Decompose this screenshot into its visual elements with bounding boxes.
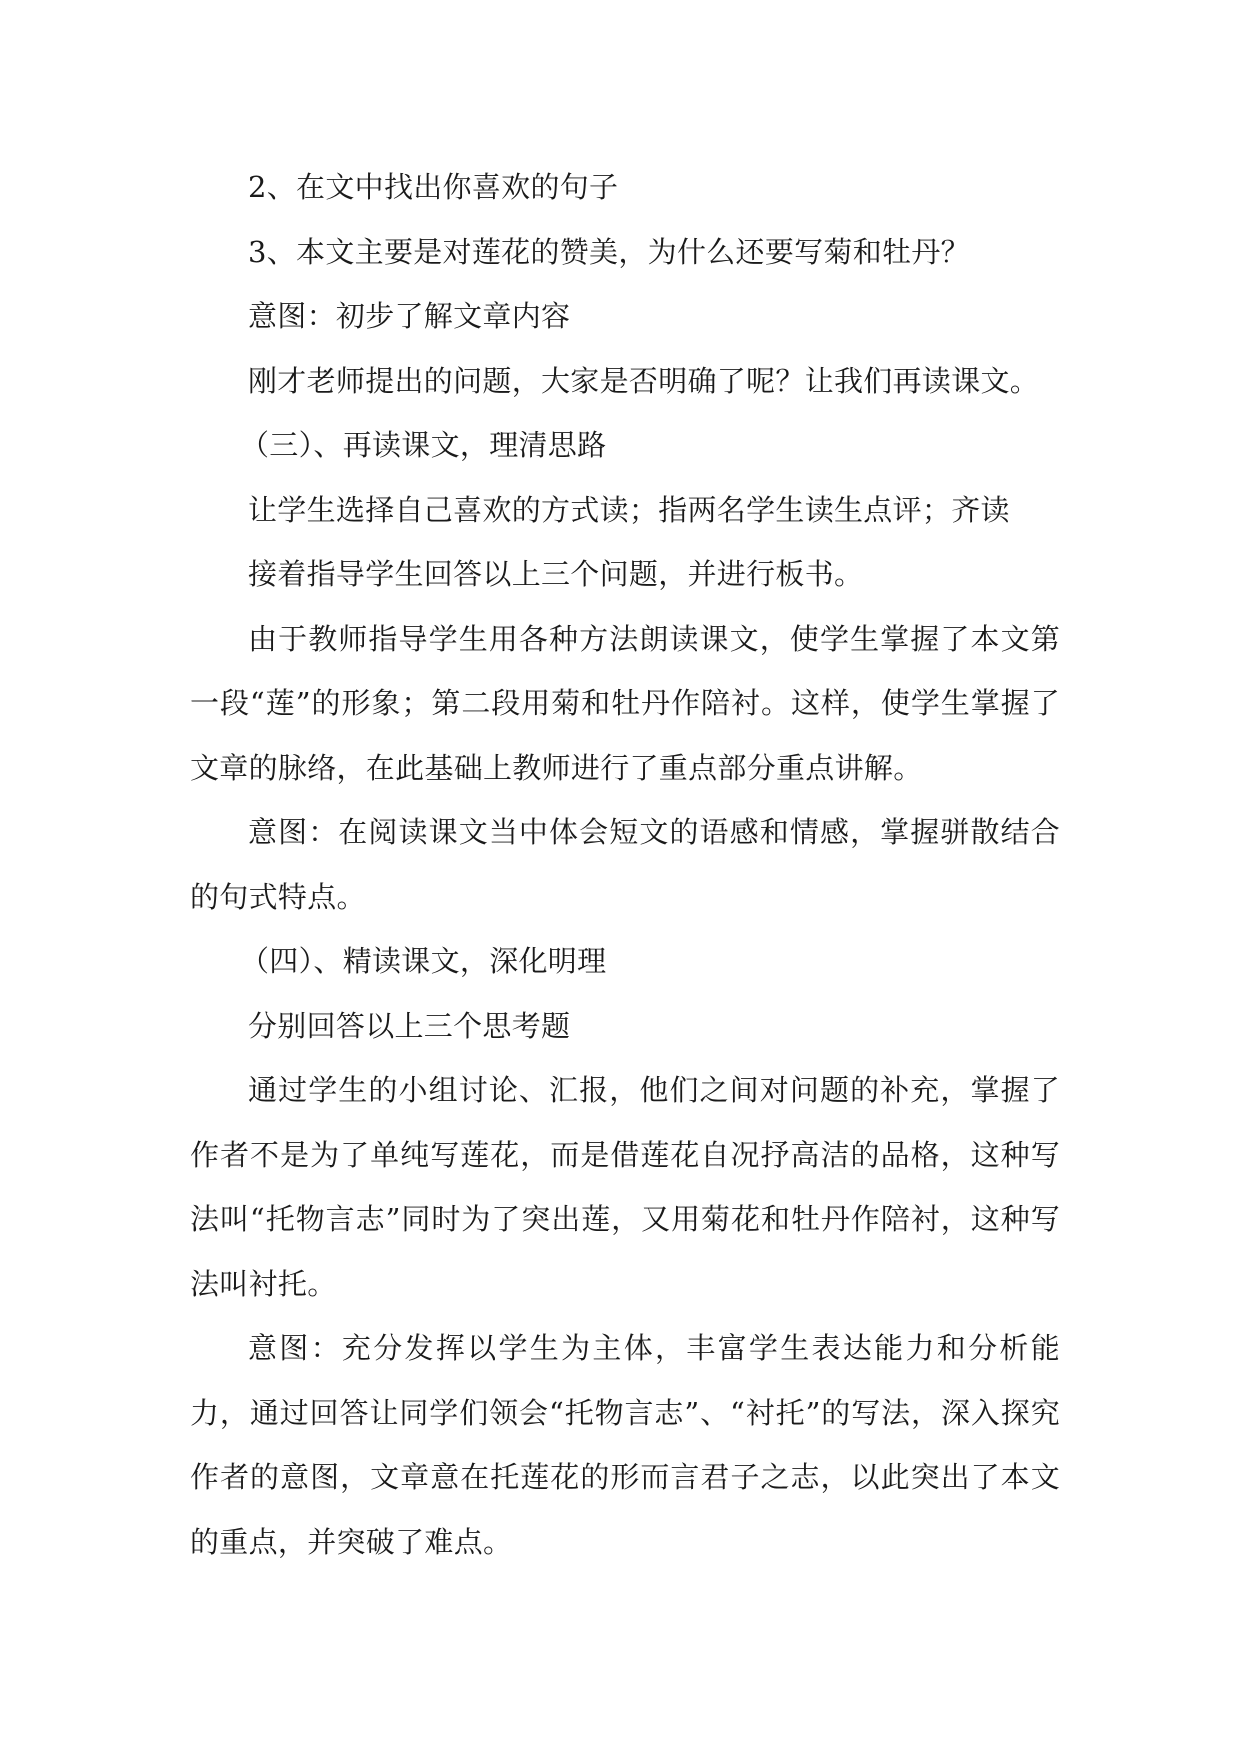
paragraph-intent-2: 意图：在阅读课文当中体会短文的语感和情感，掌握骈散结合的句式特点。 bbox=[190, 815, 1060, 914]
paragraph-teacher-guidance: 由于教师指导学生用各种方法朗读课文，使学生掌握了本文第一段“莲”的形象；第二段用菊和牡丹作陪衬。这样，使学生掌握了文章的脉络，在此基础上教师进行了重点部分重点讲解。 bbox=[190, 621, 1060, 785]
paragraph-q2: 2、在文中找出你喜欢的句子 bbox=[248, 170, 619, 204]
paragraph-reading-methods: 让学生选择自己喜欢的方式读；指两名学生读生点评；齐读 bbox=[248, 492, 1010, 527]
section-heading-3: （三）、再读课文，理清思路 bbox=[240, 428, 607, 462]
paragraph-q3: 3、本文主要是对莲花的赞美，为什么还要写菊和牡丹？ bbox=[248, 234, 970, 269]
paragraph-answer-questions: 分别回答以上三个思考题 bbox=[248, 1008, 571, 1043]
document-page bbox=[190, 155, 1060, 1574]
paragraph-intent-3: 意图：充分发挥以学生为主体，丰富学生表达能力和分析能力，通过回答让同学们领会“托物言志”、“衬托”的写法，深入探究作者的意图，文章意在托莲花的形而言君子之志，以此突出了本文的重点，并突破了难点。 bbox=[190, 1331, 1060, 1559]
paragraph-transition: 刚才老师提出的问题，大家是否明确了呢？让我们再读课文。 bbox=[248, 363, 1040, 398]
section-heading-4: （四）、精读课文，深化明理 bbox=[240, 944, 607, 978]
paragraph-intent-1: 意图：初步了解文章内容 bbox=[248, 299, 571, 333]
paragraph-answer-guide: 接着指导学生回答以上三个问题，并进行板书。 bbox=[248, 557, 864, 591]
paragraph-group-discussion: 通过学生的小组讨论、汇报，他们之间对问题的补充，掌握了作者不是为了单纯写莲花，而是借莲花自况抒高洁的品格，这种写法叫“托物言志”同时为了突出莲，又用菊花和牡丹作陪衬，这种写法叫衬托。 bbox=[190, 1073, 1060, 1301]
